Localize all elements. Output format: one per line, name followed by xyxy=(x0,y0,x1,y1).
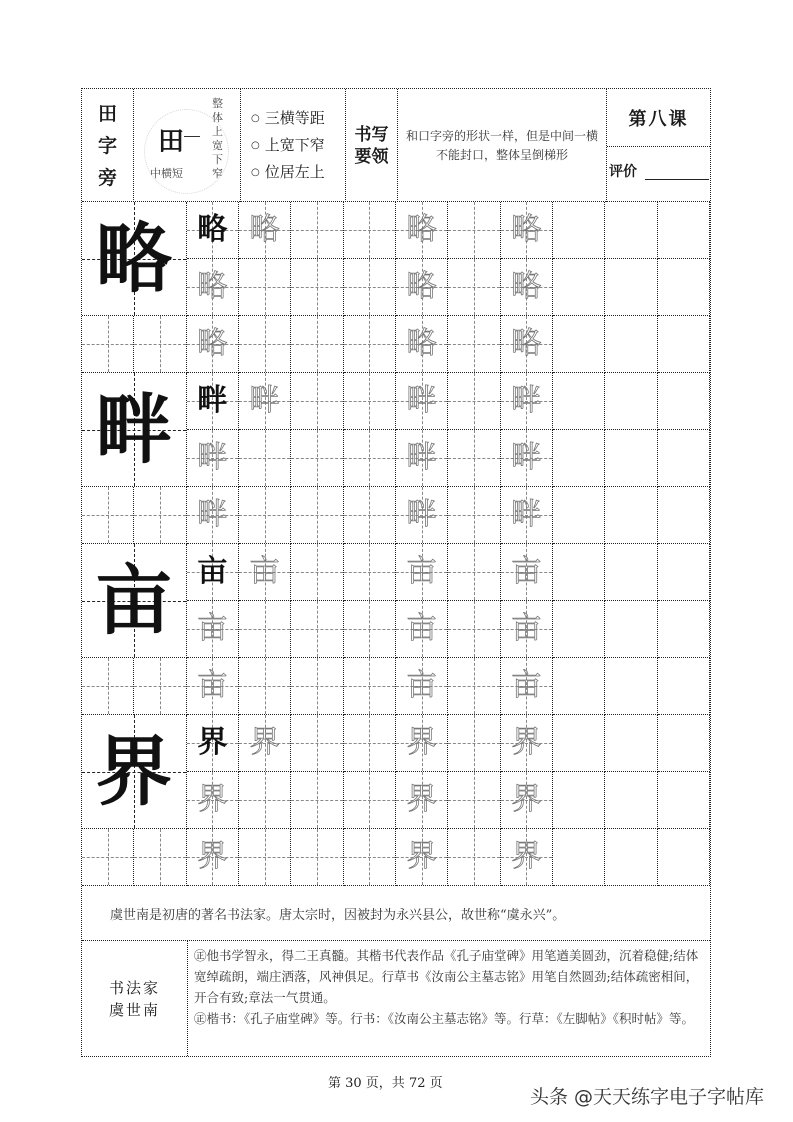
lesson-info xyxy=(607,89,710,202)
page-number: 第 30 页，共 72 页 xyxy=(328,1076,443,1091)
trace-character: 界 xyxy=(511,725,542,760)
practice-cell[interactable] xyxy=(658,202,710,259)
practice-cell[interactable] xyxy=(501,373,553,430)
practice-cell[interactable] xyxy=(448,316,500,373)
practice-cell[interactable] xyxy=(396,658,448,715)
practice-cell[interactable] xyxy=(187,316,239,373)
practice-cell[interactable] xyxy=(448,829,500,886)
trace-character: 界 xyxy=(197,839,228,874)
practice-cell[interactable] xyxy=(396,601,448,658)
practice-cell[interactable] xyxy=(82,658,134,715)
trace-character: 略 xyxy=(511,326,542,361)
trace-character: 畔 xyxy=(511,497,542,532)
key-point xyxy=(251,135,345,156)
trace-character: 亩 xyxy=(511,668,542,703)
trace-character: 亩 xyxy=(511,611,542,646)
practice-cell[interactable] xyxy=(187,202,239,259)
practice-cell[interactable] xyxy=(658,658,710,715)
practice-cell[interactable] xyxy=(396,316,448,373)
practice-cell[interactable] xyxy=(396,202,448,259)
practice-cell[interactable] xyxy=(134,316,186,373)
diagram-bottom-note: 中横短 xyxy=(150,167,183,180)
practice-cell[interactable] xyxy=(344,715,396,772)
practice-cell[interactable] xyxy=(448,259,500,316)
calligrapher-caption xyxy=(82,886,710,941)
evaluation-label: 评价 xyxy=(609,164,637,180)
practice-cell[interactable] xyxy=(291,658,343,715)
radical-title xyxy=(82,89,134,202)
model-character: 亩 xyxy=(95,555,172,645)
practice-cell[interactable] xyxy=(501,658,553,715)
lesson-header xyxy=(82,89,710,202)
practice-cell[interactable] xyxy=(187,715,239,772)
model-character-cell xyxy=(82,202,187,316)
practice-cell[interactable] xyxy=(448,373,500,430)
practice-cell[interactable] xyxy=(553,601,605,658)
practice-cell[interactable] xyxy=(605,487,657,544)
practice-cell[interactable] xyxy=(239,829,291,886)
practice-cell[interactable] xyxy=(344,658,396,715)
practice-cell[interactable] xyxy=(239,658,291,715)
example-character: 界 xyxy=(197,725,228,760)
trace-character: 畔 xyxy=(511,440,542,475)
practice-cell[interactable] xyxy=(605,601,657,658)
practice-cell[interactable] xyxy=(553,259,605,316)
diagram-pointer-line xyxy=(184,136,200,137)
practice-cell[interactable] xyxy=(396,772,448,829)
practice-cell[interactable] xyxy=(658,373,710,430)
trace-character: 略 xyxy=(197,269,228,304)
practice-cell[interactable] xyxy=(658,772,710,829)
model-character-cell xyxy=(82,373,187,487)
practice-cell[interactable] xyxy=(658,829,710,886)
calligrapher-name: 虞世南 xyxy=(108,1000,160,1019)
lesson-title: 第八课 xyxy=(607,89,710,147)
practice-cell[interactable] xyxy=(396,373,448,430)
trace-character: 畔 xyxy=(406,383,437,418)
practice-cell[interactable] xyxy=(239,487,291,544)
practice-cell[interactable] xyxy=(291,772,343,829)
calligrapher-label-line-1: 书法家 xyxy=(108,978,160,997)
practice-cell[interactable] xyxy=(344,601,396,658)
trace-character: 亩 xyxy=(197,611,228,646)
bullet-icon: ○ xyxy=(251,167,260,178)
trace-character: 略 xyxy=(406,326,437,361)
practice-cell[interactable] xyxy=(239,316,291,373)
bio-text xyxy=(194,945,706,1029)
practice-cell[interactable] xyxy=(658,601,710,658)
practice-cell[interactable] xyxy=(501,544,553,601)
practice-cell[interactable] xyxy=(82,487,134,544)
key-points xyxy=(241,89,346,202)
trace-character: 亩 xyxy=(406,668,437,703)
trace-character: 界 xyxy=(249,725,280,760)
practice-cell[interactable] xyxy=(605,658,657,715)
practice-cell[interactable] xyxy=(187,430,239,487)
practice-cell[interactable] xyxy=(291,373,343,430)
radical-diagram xyxy=(134,89,241,202)
practice-cell[interactable] xyxy=(239,715,291,772)
practice-cell[interactable] xyxy=(553,430,605,487)
practice-cell[interactable] xyxy=(553,829,605,886)
practice-cell[interactable] xyxy=(344,316,396,373)
practice-sheet xyxy=(81,88,711,1057)
caption-text: 虞世南是初唐的著名书法家。唐太宗时，因被封为永兴县公，故世称“虞永兴”。 xyxy=(110,907,566,923)
practice-cell[interactable] xyxy=(239,601,291,658)
practice-cell[interactable] xyxy=(291,202,343,259)
evaluation-input-line[interactable] xyxy=(645,179,709,180)
section-label-line-1: 书写 xyxy=(354,124,389,145)
section-label-line-2: 要领 xyxy=(354,146,389,167)
practice-cell[interactable] xyxy=(501,487,553,544)
practice-cell[interactable] xyxy=(344,373,396,430)
practice-cell[interactable] xyxy=(396,829,448,886)
practice-cell[interactable] xyxy=(82,316,134,373)
calligrapher-label xyxy=(82,941,188,1056)
practice-cell[interactable] xyxy=(605,430,657,487)
practice-cell[interactable] xyxy=(187,601,239,658)
practice-cell[interactable] xyxy=(187,373,239,430)
practice-cell[interactable] xyxy=(291,829,343,886)
trace-character: 略 xyxy=(406,269,437,304)
practice-cell[interactable] xyxy=(396,715,448,772)
practice-cell[interactable] xyxy=(344,259,396,316)
practice-cell[interactable] xyxy=(501,316,553,373)
practice-cell[interactable] xyxy=(553,658,605,715)
trace-character: 畔 xyxy=(249,383,280,418)
practice-cell[interactable] xyxy=(658,487,710,544)
practice-cell[interactable] xyxy=(344,487,396,544)
practice-cell[interactable] xyxy=(239,373,291,430)
practice-cell[interactable] xyxy=(448,772,500,829)
calligrapher-bio xyxy=(82,941,710,1056)
trace-character: 畔 xyxy=(511,383,542,418)
trace-character: 略 xyxy=(511,212,542,247)
practice-cell[interactable] xyxy=(605,202,657,259)
model-character: 界 xyxy=(95,726,172,816)
practice-cell[interactable] xyxy=(239,772,291,829)
practice-cell[interactable] xyxy=(658,259,710,316)
practice-cell[interactable] xyxy=(501,430,553,487)
practice-cell[interactable] xyxy=(239,259,291,316)
practice-cell[interactable] xyxy=(448,202,500,259)
trace-character: 略 xyxy=(511,269,542,304)
practice-cell[interactable] xyxy=(291,259,343,316)
practice-cell[interactable] xyxy=(553,772,605,829)
practice-cell[interactable] xyxy=(239,202,291,259)
practice-cell[interactable] xyxy=(501,829,553,886)
practice-cell[interactable] xyxy=(448,487,500,544)
practice-cell[interactable] xyxy=(396,487,448,544)
practice-cell[interactable] xyxy=(344,430,396,487)
practice-cell[interactable] xyxy=(501,715,553,772)
model-character: 略 xyxy=(95,213,172,303)
radical-char-3: 旁 xyxy=(97,166,117,189)
practice-cell[interactable] xyxy=(553,202,605,259)
bullet-icon: ○ xyxy=(251,140,260,151)
practice-cell[interactable] xyxy=(187,772,239,829)
practice-cell[interactable] xyxy=(605,829,657,886)
key-point-text: 位居左上 xyxy=(264,163,325,181)
practice-cell[interactable] xyxy=(187,544,239,601)
trace-character: 亩 xyxy=(511,554,542,589)
practice-cell[interactable] xyxy=(448,430,500,487)
practice-cell[interactable] xyxy=(501,259,553,316)
trace-character: 略 xyxy=(249,212,280,247)
practice-cell[interactable] xyxy=(396,430,448,487)
practice-cell[interactable] xyxy=(553,715,605,772)
trace-character: 界 xyxy=(406,782,437,817)
practice-cell[interactable] xyxy=(605,772,657,829)
trace-character: 畔 xyxy=(406,440,437,475)
practice-cell[interactable] xyxy=(605,715,657,772)
key-point xyxy=(251,162,345,183)
trace-character: 亩 xyxy=(197,668,228,703)
trace-character: 界 xyxy=(511,782,542,817)
practice-cell[interactable] xyxy=(82,829,134,886)
practice-cell[interactable] xyxy=(134,829,186,886)
key-point xyxy=(251,108,345,129)
key-point-text: 三横等距 xyxy=(264,109,325,127)
practice-cell[interactable] xyxy=(448,544,500,601)
practice-cell[interactable] xyxy=(658,715,710,772)
practice-cell[interactable] xyxy=(291,487,343,544)
practice-cell[interactable] xyxy=(344,772,396,829)
practice-cell[interactable] xyxy=(605,373,657,430)
practice-cell[interactable] xyxy=(605,316,657,373)
radical-char-1: 田 xyxy=(97,102,117,125)
practice-cell[interactable] xyxy=(344,202,396,259)
practice-cell[interactable] xyxy=(291,601,343,658)
practice-cell[interactable] xyxy=(291,544,343,601)
trace-character: 界 xyxy=(197,782,228,817)
description-text: 和口字旁的形状一样，但是中间一横不能封口，整体呈倒梯形 xyxy=(406,128,599,162)
trace-character: 亩 xyxy=(406,554,437,589)
key-point-text: 上宽下窄 xyxy=(264,136,325,154)
trace-character: 界 xyxy=(406,839,437,874)
diagram-character: 田 xyxy=(158,127,185,157)
practice-cell[interactable] xyxy=(448,715,500,772)
practice-cell[interactable] xyxy=(239,430,291,487)
example-character: 畔 xyxy=(197,383,228,418)
practice-cell[interactable] xyxy=(291,430,343,487)
practice-cell[interactable] xyxy=(187,658,239,715)
bio-paragraph-works: ㊣楷书：《孔子庙堂碑》等。行书：《汝南公主墓志铭》等。行草：《左脚帖》《积时帖》等。 xyxy=(194,1011,695,1026)
section-label xyxy=(346,89,398,202)
practice-cell[interactable] xyxy=(501,202,553,259)
practice-cell[interactable] xyxy=(187,259,239,316)
practice-cell[interactable] xyxy=(658,544,710,601)
practice-cell[interactable] xyxy=(501,601,553,658)
practice-cell[interactable] xyxy=(134,487,186,544)
practice-grid xyxy=(82,202,710,886)
practice-cell[interactable] xyxy=(134,658,186,715)
trace-character: 界 xyxy=(511,839,542,874)
practice-cell[interactable] xyxy=(605,259,657,316)
trace-character: 畔 xyxy=(197,440,228,475)
trace-character: 亩 xyxy=(406,611,437,646)
practice-cell[interactable] xyxy=(553,487,605,544)
trace-character: 略 xyxy=(197,326,228,361)
trace-character: 略 xyxy=(406,212,437,247)
practice-cell[interactable] xyxy=(448,601,500,658)
practice-cell[interactable] xyxy=(291,715,343,772)
trace-character: 界 xyxy=(406,725,437,760)
practice-cell[interactable] xyxy=(553,544,605,601)
practice-cell[interactable] xyxy=(239,544,291,601)
practice-cell[interactable] xyxy=(187,829,239,886)
diagram-side-note: 整体上宽下窄 xyxy=(212,97,223,180)
model-character-cell xyxy=(82,715,187,829)
radical-char-2: 字 xyxy=(97,134,117,157)
trace-character: 畔 xyxy=(406,497,437,532)
practice-cell[interactable] xyxy=(291,316,343,373)
example-character: 略 xyxy=(197,212,228,247)
trace-character: 亩 xyxy=(249,554,280,589)
practice-cell[interactable] xyxy=(396,259,448,316)
practice-cell[interactable] xyxy=(553,373,605,430)
model-character-cell xyxy=(82,544,187,658)
watermark: 头条 @天天练字电子字帖库 xyxy=(530,1086,765,1108)
bullet-icon: ○ xyxy=(251,113,260,124)
practice-cell[interactable] xyxy=(501,772,553,829)
practice-cell[interactable] xyxy=(448,658,500,715)
practice-cell[interactable] xyxy=(396,544,448,601)
practice-cell[interactable] xyxy=(658,430,710,487)
bio-paragraph-style: ㊣他书学智永，得二王真髓。其楷书代表作品《孔子庙堂碑》用笔遒美圆劲，沉着稳健;结体宽绰疏朗，端庄洒落，风神俱足。行草书《汝南公主墓志铭》用笔自然圆劲;结体疏密相间，开合有致;章法一气贯通。 xyxy=(194,948,699,1005)
practice-cell[interactable] xyxy=(605,544,657,601)
practice-cell[interactable] xyxy=(553,316,605,373)
example-character: 亩 xyxy=(197,554,228,589)
practice-cell[interactable] xyxy=(344,544,396,601)
trace-character: 畔 xyxy=(197,497,228,532)
practice-cell[interactable] xyxy=(187,487,239,544)
practice-cell[interactable] xyxy=(658,316,710,373)
writing-description xyxy=(398,89,607,202)
practice-cell[interactable] xyxy=(344,829,396,886)
model-character: 畔 xyxy=(95,384,172,474)
